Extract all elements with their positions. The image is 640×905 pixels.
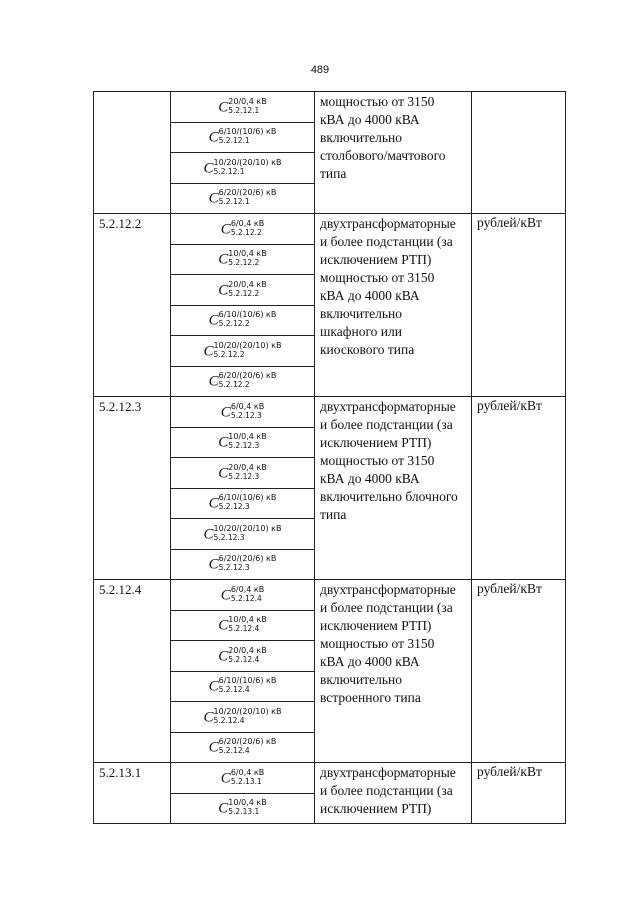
- rate-formula-cell: [171, 183, 315, 214]
- table-row: [94, 580, 566, 611]
- formula-subscript: 5.2.12.3: [228, 471, 260, 481]
- item-description: [315, 763, 472, 824]
- rate-formula-cell: [171, 366, 315, 397]
- formula-superscript: 10/0,4 кВ: [228, 249, 267, 258]
- item-code: 5.2.12.3: [94, 397, 171, 580]
- description-line: исключением РТП): [320, 801, 432, 816]
- description-line: включительно: [320, 306, 403, 321]
- description-line: исключением РТП): [320, 618, 432, 633]
- item-unit: рублей/кВт: [472, 580, 566, 763]
- item-unit: [472, 92, 566, 214]
- description-line: исключением РТП): [320, 252, 432, 267]
- rate-formula-cell: [171, 580, 315, 611]
- item-code: 5.2.12.4: [94, 580, 171, 763]
- formula-superscript: 6/0,4 кВ: [230, 218, 265, 228]
- formula-superscript: 6/10/(10/6) кВ: [218, 310, 277, 319]
- rate-formula-cell: [171, 488, 315, 519]
- formula-superscript: 6/10/(10/6) кВ: [218, 493, 277, 502]
- description-line: мощностью от 3150: [320, 453, 435, 468]
- rate-formula-cell: [171, 122, 315, 153]
- table-row: [94, 397, 566, 428]
- formula-symbol: C: [208, 678, 219, 695]
- formula-subscript: 5.2.12.2: [213, 349, 245, 359]
- formula-symbol: C: [203, 160, 214, 176]
- item-code: 5.2.13.1: [94, 763, 171, 824]
- formula-subscript: 5.2.12.1: [228, 105, 260, 115]
- formula-subscript: 5.2.12.4: [213, 715, 245, 725]
- formula-superscript: 6/0,4 кВ: [230, 767, 265, 777]
- rate-formula-cell: [171, 153, 315, 184]
- rate-formula-cell: [171, 214, 315, 245]
- rate-formula-cell: [171, 549, 315, 580]
- rate-formula: [221, 769, 264, 787]
- formula-symbol: C: [203, 709, 214, 725]
- rate-formula-cell: [171, 763, 315, 794]
- rate-formula: [209, 128, 277, 146]
- rate-formula-cell: [171, 519, 315, 550]
- item-description: [315, 580, 472, 763]
- rate-formula: [209, 555, 277, 573]
- rate-formula-cell: [171, 458, 315, 489]
- formula-symbol: C: [208, 312, 219, 329]
- formula-superscript: 10/20/(20/10) кВ: [213, 523, 282, 533]
- formula-subscript: 5.2.12.3: [218, 502, 250, 511]
- formula-symbol: C: [220, 770, 231, 786]
- formula-symbol: C: [218, 465, 229, 481]
- description-line: исключением РТП): [320, 435, 432, 450]
- formula-symbol: C: [220, 404, 231, 420]
- formula-superscript: 6/20/(20/6) кВ: [218, 554, 277, 563]
- rate-formula: [218, 464, 266, 482]
- formula-superscript: 10/20/(20/10) кВ: [213, 340, 282, 350]
- rate-formula: [221, 220, 264, 238]
- formula-superscript: 20/0,4 кВ: [228, 645, 267, 655]
- formula-subscript: 5.2.12.4: [218, 746, 250, 755]
- description-line: мощностью от 3150: [320, 636, 435, 651]
- formula-superscript: 10/0,4 кВ: [228, 432, 267, 441]
- formula-subscript: 5.2.12.2: [218, 380, 250, 389]
- tariff-table: [93, 91, 566, 824]
- page-number: 489: [310, 64, 330, 76]
- formula-subscript: 5.2.12.4: [218, 685, 250, 694]
- rate-formula: [204, 708, 282, 726]
- formula-symbol: C: [208, 495, 219, 512]
- description-line: и более подстанции (за: [320, 234, 453, 249]
- formula-superscript: 10/0,4 кВ: [228, 798, 267, 807]
- rate-formula: [218, 250, 266, 268]
- formula-superscript: 10/20/(20/10) кВ: [213, 706, 282, 716]
- formula-subscript: 5.2.12.3: [230, 410, 262, 420]
- formula-subscript: 5.2.12.1: [218, 136, 250, 145]
- formula-superscript: 10/0,4 кВ: [228, 615, 267, 624]
- formula-symbol: C: [218, 800, 229, 817]
- rate-formula-cell: [171, 92, 315, 123]
- formula-symbol: C: [203, 343, 214, 359]
- item-description: [315, 214, 472, 397]
- formula-subscript: 5.2.12.2: [218, 319, 250, 328]
- rate-formula: [209, 494, 277, 512]
- formula-superscript: 6/0,4 кВ: [230, 401, 265, 411]
- rate-formula: [209, 372, 277, 390]
- formula-subscript: 5.2.12.2: [230, 227, 262, 237]
- description-line: типа: [320, 166, 347, 181]
- description-line: и более подстанции (за: [320, 417, 453, 432]
- description-line: включительно: [320, 672, 403, 687]
- formula-subscript: 5.2.12.1: [218, 197, 250, 206]
- item-code: [94, 92, 171, 214]
- rate-formula-cell: [171, 793, 315, 824]
- rate-formula-cell: [171, 641, 315, 672]
- formula-subscript: 5.2.12.4: [228, 654, 260, 664]
- formula-subscript: 5.2.12.2: [228, 258, 260, 267]
- formula-subscript: 5.2.12.3: [213, 532, 245, 542]
- rate-formula-cell: [171, 732, 315, 763]
- description-line: кВА до 4000 кВА: [320, 654, 420, 669]
- rate-formula-cell: [171, 702, 315, 733]
- formula-symbol: C: [218, 648, 229, 664]
- formula-symbol: C: [208, 190, 219, 207]
- rate-formula: [221, 586, 264, 604]
- formula-superscript: 6/0,4 кВ: [230, 584, 265, 594]
- description-line: кВА до 4000 кВА: [320, 288, 420, 303]
- description-line: кВА до 4000 кВА: [320, 471, 420, 486]
- description-line: кВА до 4000 кВА: [320, 112, 420, 127]
- rate-formula: [218, 799, 266, 817]
- rate-formula: [218, 647, 266, 665]
- description-line: шкафного или: [320, 324, 402, 339]
- description-line: мощностью от 3150: [320, 94, 435, 109]
- description-line: типа: [320, 507, 347, 522]
- description-line: и более подстанции (за: [320, 783, 453, 798]
- description-line: мощностью от 3150: [320, 270, 435, 285]
- formula-subscript: 5.2.13.1: [228, 807, 260, 816]
- formula-symbol: C: [218, 282, 229, 298]
- description-line: встроенного типа: [320, 690, 421, 705]
- formula-superscript: 6/10/(10/6) кВ: [218, 127, 277, 136]
- formula-symbol: C: [220, 587, 231, 603]
- item-description: [315, 92, 472, 214]
- formula-symbol: C: [220, 221, 231, 237]
- description-line: двухтрансформаторные: [320, 582, 456, 597]
- rate-formula: [204, 159, 282, 177]
- formula-symbol: C: [218, 99, 229, 115]
- formula-symbol: C: [208, 373, 219, 390]
- rate-formula: [218, 616, 266, 634]
- rate-formula: [209, 311, 277, 329]
- table-row: [94, 214, 566, 245]
- formula-superscript: 6/20/(20/6) кВ: [218, 371, 277, 380]
- formula-subscript: 5.2.12.4: [230, 593, 262, 603]
- rate-formula: [218, 433, 266, 451]
- rate-formula-cell: [171, 610, 315, 641]
- formula-subscript: 5.2.12.3: [228, 441, 260, 450]
- formula-superscript: 6/20/(20/6) кВ: [218, 188, 277, 197]
- formula-symbol: C: [208, 739, 219, 756]
- item-unit: рублей/кВт: [472, 214, 566, 397]
- rate-formula: [204, 525, 282, 543]
- rate-formula-cell: [171, 305, 315, 336]
- formula-symbol: C: [218, 617, 229, 634]
- formula-superscript: 20/0,4 кВ: [228, 279, 267, 289]
- rate-formula-cell: [171, 244, 315, 275]
- formula-superscript: 20/0,4 кВ: [228, 96, 267, 106]
- table-row: [94, 763, 566, 794]
- item-code: 5.2.12.2: [94, 214, 171, 397]
- description-line: столбового/мачтового: [320, 148, 446, 163]
- formula-subscript: 5.2.12.3: [218, 563, 250, 572]
- item-description: [315, 397, 472, 580]
- rate-formula-cell: [171, 671, 315, 702]
- rate-formula-cell: [171, 427, 315, 458]
- formula-symbol: C: [218, 251, 229, 268]
- formula-symbol: C: [203, 526, 214, 542]
- description-line: двухтрансформаторные: [320, 399, 456, 414]
- description-line: и более подстанции (за: [320, 600, 453, 615]
- rate-formula: [221, 403, 264, 421]
- formula-subscript: 5.2.12.2: [228, 288, 260, 298]
- formula-subscript: 5.2.12.4: [228, 624, 260, 633]
- rate-formula-cell: [171, 275, 315, 306]
- item-unit: рублей/кВт: [472, 763, 566, 824]
- formula-superscript: 10/20/(20/10) кВ: [213, 157, 282, 167]
- rate-formula-cell: [171, 336, 315, 367]
- formula-symbol: C: [208, 556, 219, 573]
- description-line: двухтрансформаторные: [320, 216, 456, 231]
- rate-formula: [204, 342, 282, 360]
- formula-symbol: C: [208, 129, 219, 146]
- description-line: включительно: [320, 130, 403, 145]
- formula-symbol: C: [218, 434, 229, 451]
- item-unit: рублей/кВт: [472, 397, 566, 580]
- rate-formula: [209, 738, 277, 756]
- rate-formula: [209, 189, 277, 207]
- rate-formula-cell: [171, 397, 315, 428]
- rate-formula: [209, 677, 277, 695]
- formula-superscript: 20/0,4 кВ: [228, 462, 267, 472]
- rate-formula: [218, 98, 266, 116]
- formula-superscript: 6/20/(20/6) кВ: [218, 737, 277, 746]
- formula-subscript: 5.2.13.1: [230, 776, 262, 786]
- description-line: киоскового типа: [320, 342, 415, 357]
- table-row: [94, 92, 566, 123]
- rate-formula: [218, 281, 266, 299]
- description-line: двухтрансформаторные: [320, 765, 456, 780]
- formula-superscript: 6/10/(10/6) кВ: [218, 676, 277, 685]
- description-line: включительно блочного: [320, 489, 458, 504]
- formula-subscript: 5.2.12.1: [213, 166, 245, 176]
